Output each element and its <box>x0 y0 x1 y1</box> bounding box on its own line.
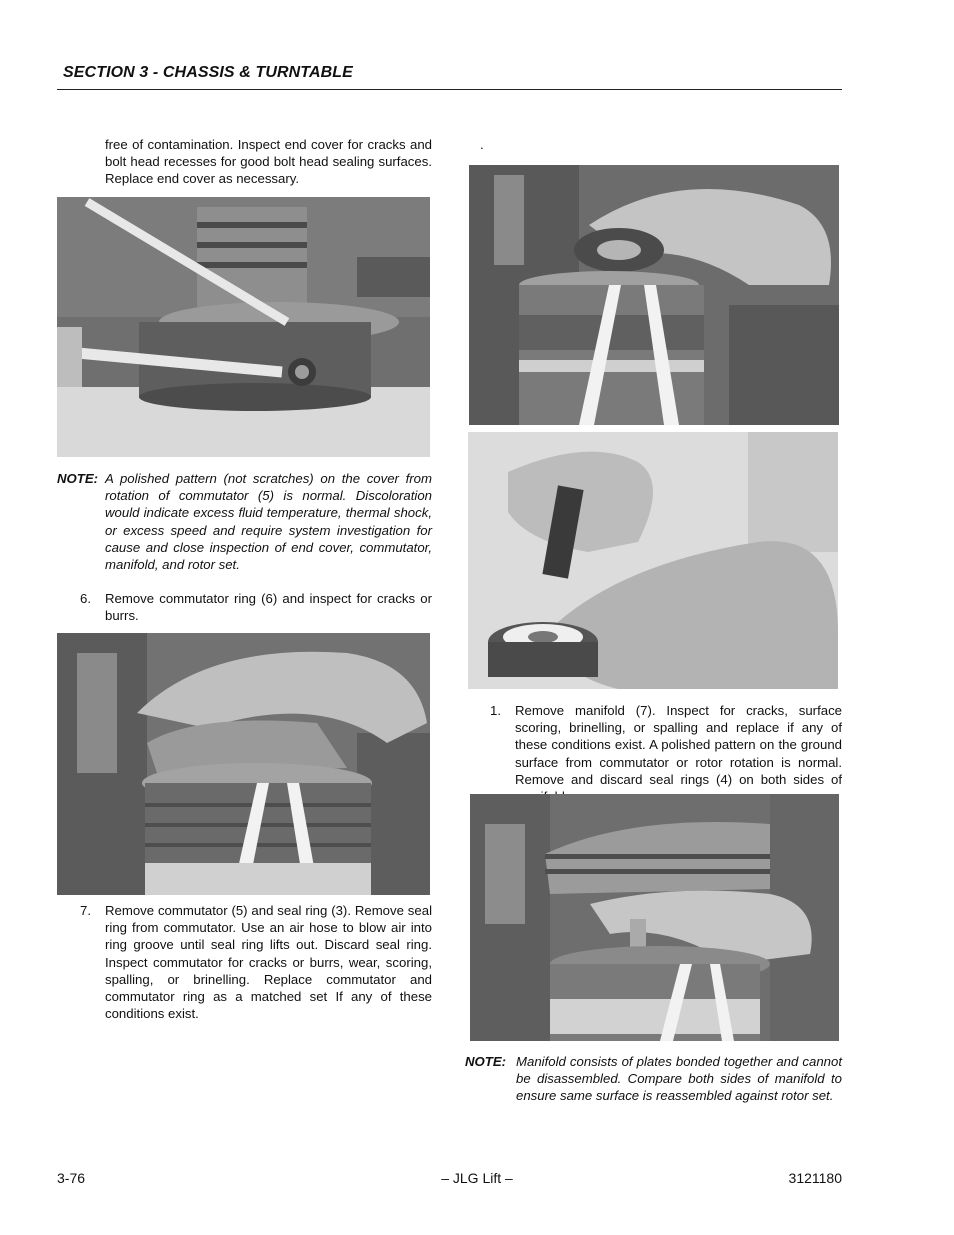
footer-brand: – JLG Lift – <box>441 1170 513 1186</box>
photo-seal-ring-removal <box>468 432 838 689</box>
page-number: 3-76 <box>57 1170 86 1186</box>
stray-period: . <box>480 137 484 152</box>
note-label: NOTE: <box>465 1054 507 1069</box>
photo-end-cover-inspection <box>57 197 430 457</box>
note-label: NOTE: <box>57 471 99 486</box>
step-1-text: Remove manifold (7). Inspect for cracks, surface scoring, brinelling, or spalling and replace if any of these conditions exist. A polished pattern on the ground surface from commutator or rotor rotation is normal. Remove and discard seal rings (4) on both sides of <box>515 703 842 787</box>
step-number: 1. <box>490 703 501 718</box>
note-text: A polished pattern (not scratches) on the cover from rotation of commutator (5) is normal. Discoloration would indicate excess fluid temperature, thermal shock, or excess speed and require system investigation for cause and close inspection of end cover, commutator, manifold, and rotor set. <box>105 471 432 573</box>
photo-commutator-ring-removal <box>57 633 430 895</box>
header-divider <box>57 89 842 90</box>
note-manifold <box>465 1053 842 1125</box>
note-text: Manifold consists of plates bonded together and cannot be disassembled. Compare both sides of manifold to ensure same surface is reassembled against rotor set. <box>516 1054 842 1104</box>
step-6-text: Remove commutator ring (6) and inspect for cracks or burrs. <box>105 591 432 624</box>
step-number: 7. <box>80 903 91 918</box>
intro-paragraph: free of contamination. Inspect end cover for cracks and bolt head recesses for good bolt head sealing surfaces. Replace end cover as necessary. <box>105 137 432 187</box>
document-number: 3121180 <box>788 1170 842 1186</box>
step-number: 6. <box>80 591 91 606</box>
photo-commutator-lift <box>469 165 839 425</box>
section-title: SECTION 3 - CHASSIS & TURNTABLE <box>63 64 353 81</box>
step-7-text: Remove commutator (5) and seal ring (3). Remove seal ring from commutator. Use an air hose to blow air into ring groove until seal ring lifts out. Discard seal ring. Inspect commutator for cracks or burrs, wear, scoring, spalling, or brinelling. Replace commutator and commutator ring as a matched set If any of these conditions exist. <box>105 903 432 1022</box>
note-polished-pattern <box>57 470 433 580</box>
photo-manifold-removal <box>470 794 839 1041</box>
